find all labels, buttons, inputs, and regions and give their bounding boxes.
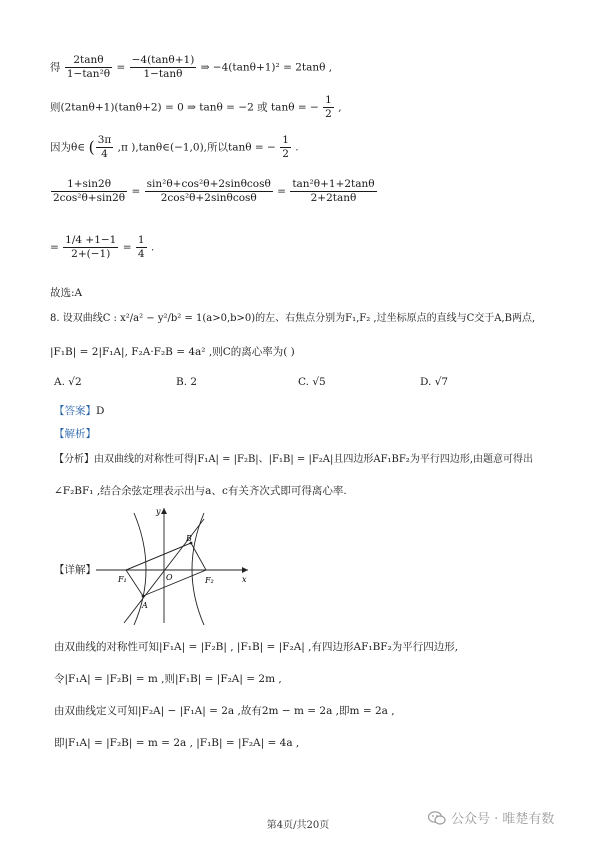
analysis-heading xyxy=(54,427,96,441)
text: ⇒ −4(tanθ+1)² = 2tanθ , xyxy=(200,61,333,74)
segment-f1b xyxy=(126,543,191,570)
label-f1: F₁ xyxy=(118,575,127,584)
answer-line xyxy=(54,404,104,418)
label-x: x xyxy=(242,575,247,584)
label-origin: O xyxy=(166,573,173,582)
fenxi-tag: 【分析】 xyxy=(54,454,94,465)
question-stem-line-2: |F₁B| = 2|F₁A|, F₂A·F₂B = 4a² ,则C的离心率为( ) xyxy=(50,346,295,358)
watermark-text: 公众号 · 唯楚有数 xyxy=(451,812,555,827)
right-branch xyxy=(192,513,204,625)
label-y: y xyxy=(156,507,161,516)
text: ,π ),tanθ∈(−1,0),所以tanθ = − xyxy=(117,141,276,154)
text: 则(2tanθ+1)(tanθ+2) = 0 ⇒ tanθ = −2 或 tanθ = − xyxy=(50,101,319,114)
watermark xyxy=(428,808,554,827)
numerator: 3π xyxy=(97,134,112,146)
wechat-icon xyxy=(428,811,446,825)
text: 因为θ∈ xyxy=(50,141,86,154)
option-a: A. √2 xyxy=(54,376,82,388)
numerator: 1 xyxy=(282,134,289,146)
denominator: 1−tan²θ xyxy=(66,68,111,80)
fenxi-line-2: ∠F₂BF₁ ,结合余弦定理表示出与a、c有关齐次式即可得离心率. xyxy=(54,485,347,497)
text: = xyxy=(131,185,141,198)
x-axis-arrow xyxy=(242,567,248,573)
answer-tag: 【答案】 xyxy=(54,405,96,417)
numerator: −4(tanθ+1) xyxy=(131,54,195,66)
fraction xyxy=(145,178,273,205)
denominator: 2cos²θ+sin2θ xyxy=(53,192,126,204)
denominator: 4 xyxy=(137,248,145,260)
hyperbola-figure xyxy=(96,505,256,625)
label-f2: F₂ xyxy=(205,576,214,585)
detail-line-1: 由双曲线的对称性可知|F₁A| = |F₂B| , |F₁B| = |F₂A| ,有四边形AF₁BF₂为平行四边形, xyxy=(54,641,459,653)
fraction xyxy=(280,134,291,161)
derivation-line-4 xyxy=(50,178,378,205)
fraction xyxy=(136,234,147,261)
denominator: 2 xyxy=(282,148,289,160)
text: 得 xyxy=(50,61,61,74)
denominator: 2+(−1) xyxy=(71,248,111,260)
numerator: 1+sin2θ xyxy=(51,178,127,192)
numerator: 1/4 +1−1 xyxy=(65,234,117,246)
denominator: 2 xyxy=(325,108,332,120)
derivation-line-5 xyxy=(50,234,154,261)
denominator: 2cos²θ+2sinθcosθ xyxy=(160,192,257,204)
xiangjie-tag: 【详解】 xyxy=(54,564,96,576)
option-d: D. √7 xyxy=(420,376,449,388)
paren: ( xyxy=(88,137,95,157)
fraction xyxy=(290,178,376,205)
numerator: 1 xyxy=(137,234,145,246)
question-stem-line-1: 8. 设双曲线C : x²/a² − y²/b² = 1(a>0,b>0)的左、右焦点分别为F₁,F₂ ,过坐标原点的直线与C交于A,B两点, xyxy=(50,313,536,324)
point-a xyxy=(142,595,145,598)
text: = xyxy=(277,185,286,198)
derivation-line-3 xyxy=(50,134,299,161)
detail-line-3: 由双曲线定义可知|F₂A| − |F₁A| = 2a ,故有2m − m = 2a ,即m = 2a , xyxy=(54,705,395,717)
fraction xyxy=(323,94,334,121)
fenxi-line-1 xyxy=(54,453,533,467)
denominator: 1−tanθ xyxy=(143,68,183,80)
numerator: tan²θ+1+2tanθ xyxy=(292,178,375,190)
numerator: 1 xyxy=(325,94,332,106)
y-axis-arrow xyxy=(161,508,167,514)
fraction xyxy=(51,178,127,205)
text: . xyxy=(150,241,155,254)
derivation-line-2 xyxy=(50,94,342,121)
fraction xyxy=(130,54,197,81)
previous-answer: 故选:A xyxy=(50,287,83,299)
text: . xyxy=(295,141,299,154)
label-b: B xyxy=(186,534,192,543)
page-number: 第4页/共20页 xyxy=(266,820,330,831)
option-c: C. √5 xyxy=(298,376,326,388)
denominator: 2+2tanθ xyxy=(310,192,357,204)
text: = xyxy=(122,241,132,254)
label-a: A xyxy=(142,601,148,610)
numerator: 2tanθ xyxy=(65,54,112,68)
analysis-tag: 【解析】 xyxy=(54,428,96,440)
parallelogram-af1bf2 xyxy=(126,543,206,596)
numerator: sin²θ+cos²θ+2sinθcosθ xyxy=(146,178,271,190)
derivation-line-1 xyxy=(50,54,332,81)
fraction xyxy=(96,134,114,161)
option-b: B. 2 xyxy=(176,376,198,388)
text: , xyxy=(338,101,342,114)
text: 由双曲线的对称性可得|F₁A| = |F₂B|、|F₁B| = |F₂A|且四边形AF₁BF₂为平行四边形,由题意可得出 xyxy=(94,454,533,465)
fraction xyxy=(65,54,112,81)
detail-line-4: 即|F₁A| = |F₂B| = m = 2a , |F₁B| = |F₂A| = 4a , xyxy=(54,737,300,749)
fraction xyxy=(63,234,118,261)
text: = xyxy=(116,61,126,74)
text: = xyxy=(50,241,59,254)
detail-line-2: 令|F₁A| = |F₂B| = m ,则|F₁B| = |F₂A| = 2m , xyxy=(54,673,282,685)
answer-value: D xyxy=(96,405,105,417)
denominator: 4 xyxy=(101,148,108,160)
